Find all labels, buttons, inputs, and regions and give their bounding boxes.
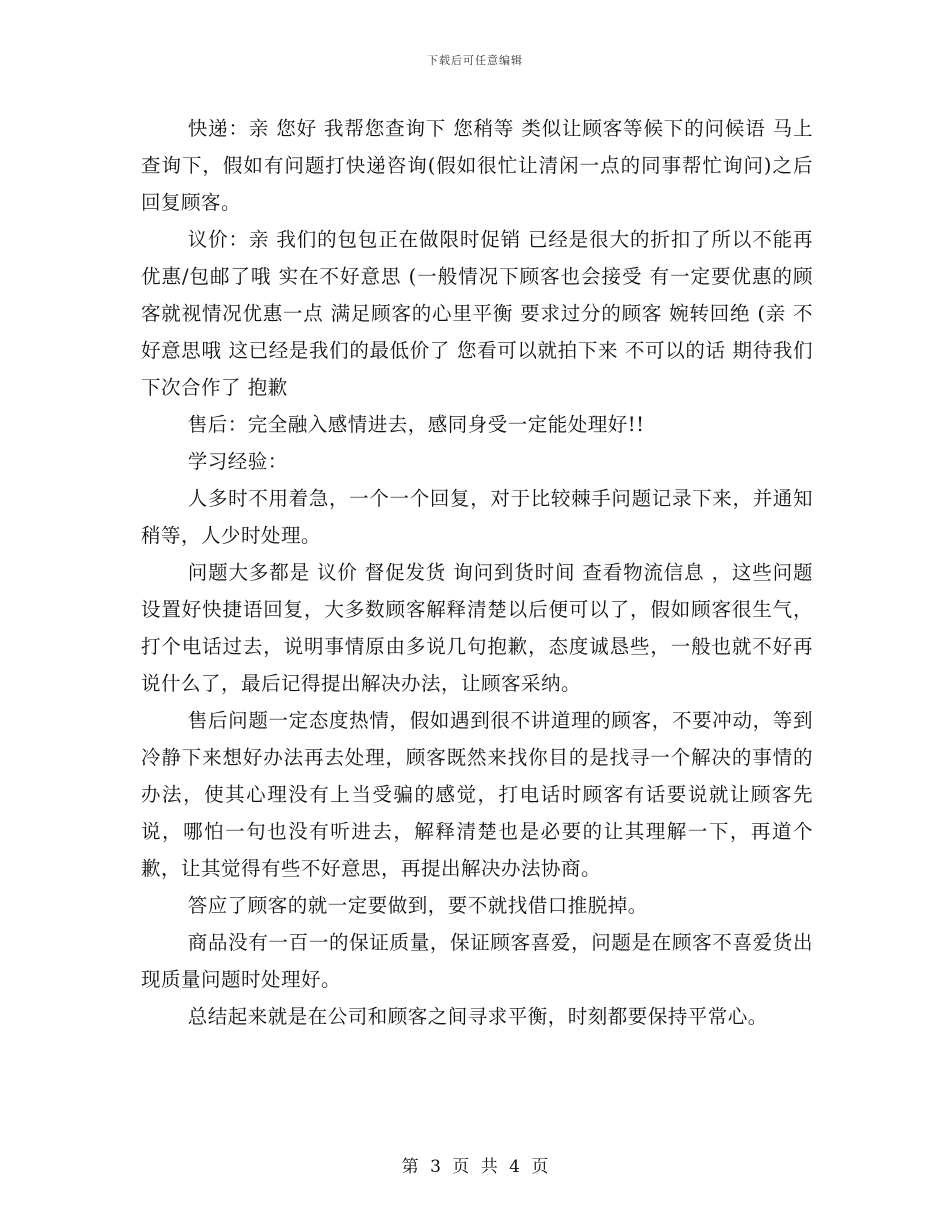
paragraph-summary: 总结起来就是在公司和顾客之间寻求平衡，时刻都要保持平常心。 xyxy=(187,1005,768,1028)
paragraph-promises: 答应了顾客的就一定要做到，要不就找借口推脱掉。 xyxy=(187,894,648,917)
paragraph-quality: 商品没有一百一的保证质量，保证顾客喜爱，问题是在顾客不喜爱货出现质量问题时处理好。 xyxy=(141,931,813,991)
paragraph-common-issues: 问题大多都是 议价 督促发货 询问到货时间 查看物流信息 ，这些问题设置好快捷语回复，大多数顾客解释清楚以后便可以了，假如顾客很生气，打个电话过去，说明事情原由多说几句抱歉，态度诚恳些，一般也就不好再说什么了，最后记得提出解决办法，让顾客采纳。 xyxy=(141,561,813,695)
paragraph-express: 快递：亲 您好 我帮您查询下 您稍等 类似让顾客等候下的问候语 马上查询下，假如有问题打快递咨询(假如很忙让清闲一点的同事帮忙询问)之后回复顾客。 xyxy=(141,117,813,214)
paragraph-busy-times: 人多时不用着急，一个一个回复，对于比较棘手问题记录下来，并通知稍等，人少时处理。 xyxy=(141,487,813,547)
page-header: 下载后可任意编辑 xyxy=(427,54,523,67)
document-body xyxy=(141,110,813,1035)
page-number-footer: 第 3 页 共 4 页 xyxy=(401,1157,549,1177)
paragraph-learning-heading: 学习经验： xyxy=(187,450,288,473)
paragraph-after-sales: 售后：完全融入感情进去，感同身受一定能处理好!! xyxy=(187,413,645,436)
paragraph-bargaining: 议价：亲 我们的包包正在做限时促销 已经是很大的折扣了所以不能再优惠/包邮了哦 实在不好意思 (一般情况下顾客也会接受 有一定要优惠的顾客就视情况优惠一点 满足顾客的心里平衡 要求过分的顾客 婉转回绝 (亲 不好意思哦 这已经是我们的最低价了 您看可以就拍下来 不可以的话 期待我们下次合作了 抱歉 xyxy=(141,228,813,399)
paragraph-after-sales-attitude: 售后问题一定态度热情，假如遇到很不讲道理的顾客，不要冲动，等到冷静下来想好办法再去处理，顾客既然来找你目的是找寻一个解决的事情的办法，使其心理没有上当受骗的感觉，打电话时顾客有话要说就让顾客先说，哪怕一句也没有听进去，解释清楚也是必要的让其理解一下，再道个歉，让其觉得有些不好意思，再提出解决办法协商。 xyxy=(141,709,813,880)
